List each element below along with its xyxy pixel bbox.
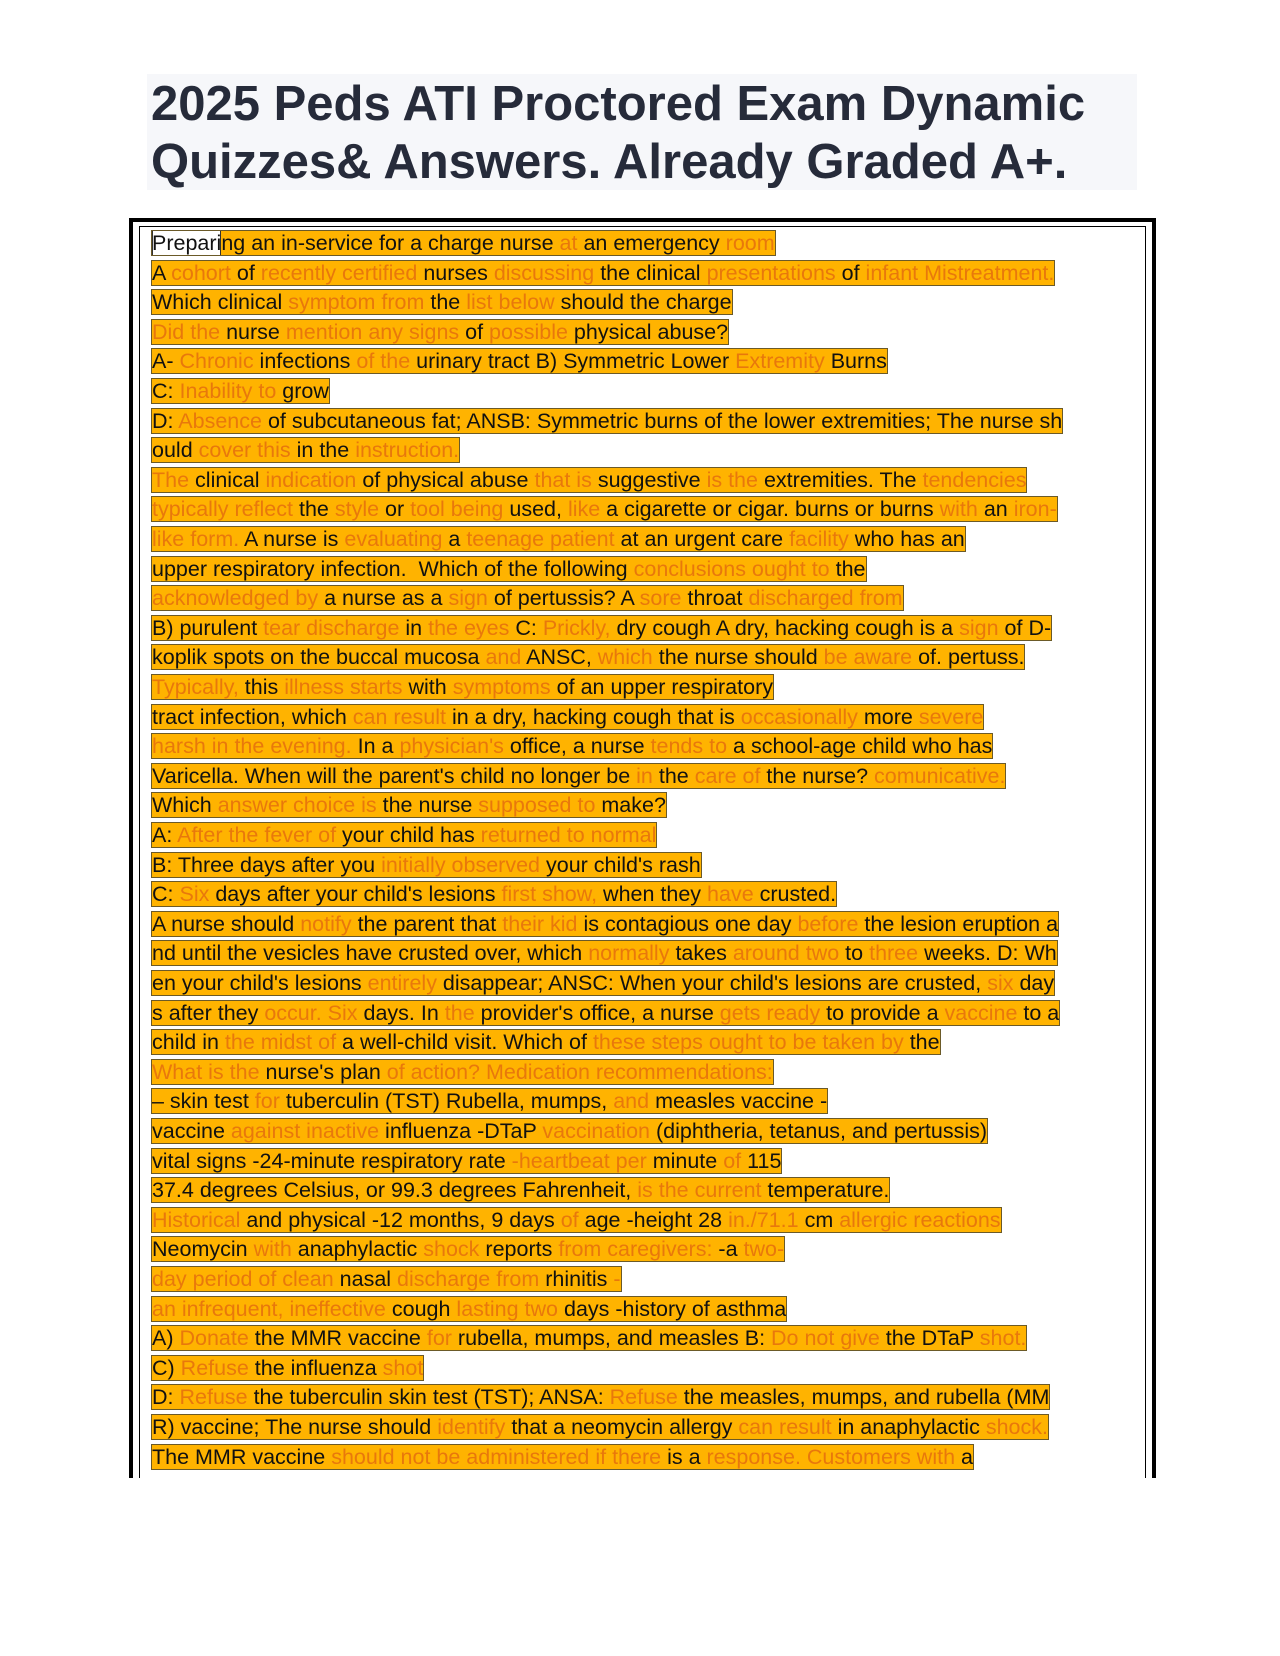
highlight-span-dark: tract infection, which (152, 704, 353, 729)
highlight-span-orange: After the fever of (177, 823, 337, 847)
highlight-span-dark: make? (595, 793, 666, 818)
highlight-span-dark: throat (681, 586, 749, 611)
text-line (151, 970, 1055, 996)
highlight-span-orange: -heartbeat per (511, 1148, 647, 1173)
highlight-span-dark: should the charge (554, 290, 732, 315)
highlight-span-orange: in./71.1 (728, 1207, 799, 1232)
highlight-span-orange: discharged from (748, 586, 903, 611)
highlight-span-orange: their kid (502, 911, 578, 936)
text-line (151, 1088, 828, 1114)
highlight-span-dark: of D- (998, 615, 1052, 640)
highlight-span-dark: C: (152, 882, 180, 907)
highlight-span-dark: the tuberculin skin test (TST); ANSA: (247, 1385, 610, 1410)
highlight-span-dark: the influenza (248, 1355, 383, 1380)
highlight-span-dark: A nurse should (152, 911, 301, 936)
highlight-span-dark: a nurse as a (318, 586, 449, 611)
highlight-span-orange: allergic reactions (839, 1207, 1001, 1232)
title-line-1: 2025 Peds ATI Proctored Exam Dynamic (151, 77, 1086, 131)
highlight-span-dark: minute (646, 1148, 724, 1173)
highlight-span-dark: the parent that (351, 911, 503, 936)
text-line (151, 644, 1025, 670)
highlight-span-orange: for (426, 1326, 452, 1351)
highlight-span-dark: dry cough A dry, hacking cough is a (610, 615, 960, 640)
highlight-span-dark: koplik spots on the buccal mucosa (152, 645, 486, 670)
highlight-span-orange: Inability to (179, 379, 277, 403)
highlight-span-orange: care of (694, 763, 761, 788)
text-line (151, 1444, 974, 1470)
highlight-span-orange: with (253, 1237, 292, 1262)
text-line (151, 1236, 785, 1262)
highlight-span-dark: Which (152, 793, 218, 818)
highlight-span-dark: ANSC, (521, 645, 598, 670)
highlight-span-dark: R) vaccine; The nurse should (152, 1415, 438, 1439)
highlight-span-dark: – skin test (152, 1089, 255, 1114)
highlight-span-dark: Varicella. When will the parent's child no longer be (152, 763, 637, 788)
highlight-span-orange: Absence (178, 408, 262, 433)
highlight-span-dark: influenza -DTaP (379, 1119, 543, 1143)
highlight-span-dark: the lesion eruption a (858, 911, 1059, 936)
highlight-span-orange: day period of clean (152, 1267, 334, 1291)
text-line (151, 704, 984, 730)
highlight-span-dark: the (829, 556, 866, 581)
highlight-span-dark: suggestive (591, 467, 707, 492)
highlight-span-dark: 115 (741, 1148, 782, 1173)
highlight-span-dark: who has an (848, 527, 965, 551)
highlight-span-orange: Six (179, 882, 210, 907)
highlight-span-dark: nurses (417, 260, 494, 285)
highlight-span-dark: the DTaP (879, 1326, 980, 1351)
highlight-span-orange: shot. (979, 1326, 1027, 1351)
highlight-span-orange: tends to (650, 734, 728, 759)
highlight-span-orange: cover this (198, 438, 291, 463)
highlight-span-orange: supposed to (478, 793, 596, 818)
highlight-span-orange: answer choice is (217, 793, 377, 818)
highlight-span-orange: shock (423, 1237, 480, 1262)
highlight-span-orange: Did the (152, 319, 221, 344)
highlight-span-dark: disappear; ANSC: When your child's lesions are crusted, (436, 971, 988, 995)
text-line (151, 585, 904, 611)
text-line (151, 556, 867, 582)
highlight-span-orange: around two (732, 941, 840, 966)
highlight-span-dark: The MMR vaccine (152, 1444, 332, 1469)
highlight-span-dark: more (857, 704, 919, 729)
highlight-span-orange: identify (437, 1415, 506, 1439)
highlight-span-dark: the MMR vaccine (248, 1326, 427, 1351)
highlight-span-orange: lasting two (456, 1296, 559, 1321)
highlight-span-dark: of (835, 260, 866, 285)
highlight-span-dark: that a neomycin allergy (505, 1415, 739, 1439)
highlight-span-orange: like form. (152, 527, 240, 551)
text-line (151, 467, 1027, 493)
highlight-span-dark: nurse (220, 319, 286, 344)
highlight-span-orange: and (485, 645, 522, 670)
highlight-span-dark: infections (253, 349, 357, 374)
text-line (151, 1118, 988, 1144)
text-line (151, 378, 330, 404)
highlight-span-dark: or (379, 497, 411, 522)
highlight-span-dark: A: (152, 823, 178, 847)
highlight-span-orange: of (723, 1148, 742, 1173)
text-line (151, 674, 774, 700)
text-line (151, 319, 729, 345)
text-line (151, 1266, 622, 1292)
highlight-span-dark: ng an in-service for a charge nurse (221, 231, 560, 255)
highlight-span-orange: occasionally (740, 704, 858, 729)
highlight-span-orange: Chronic (179, 349, 254, 374)
highlight-span-dark: takes (669, 941, 733, 966)
highlight-span-orange: Typically, (152, 675, 239, 699)
highlight-span-orange: returned to normal (480, 823, 657, 847)
highlight-span-orange: cohort (171, 260, 231, 285)
highlight-span-dark: is a (661, 1444, 707, 1469)
highlight-span-dark: the (424, 290, 467, 315)
highlight-span-orange: acknowledged by (152, 586, 319, 611)
highlight-span-dark: grow (276, 379, 329, 403)
highlight-span-orange: mention any signs (285, 319, 460, 344)
highlight-span-orange: The (152, 467, 190, 492)
highlight-span-dark: your child's rash (540, 852, 701, 877)
highlight-span-orange: tool being (410, 497, 504, 522)
highlight-span-dark: In a (351, 734, 400, 759)
highlight-span-orange: before (797, 911, 859, 936)
highlight-span-orange: have (707, 882, 754, 907)
highlight-span-orange: Donate (179, 1326, 249, 1351)
highlight-span-orange: Refuse (180, 1355, 249, 1380)
text-line (151, 1148, 782, 1174)
highlight-span-orange: vaccine (944, 1000, 1018, 1025)
highlight-span-dark: office, a nurse (503, 734, 651, 759)
highlight-span-dark: extremities. The (757, 467, 923, 492)
highlight-span-orange: tear discharge (263, 615, 400, 640)
title-line-2: Quizzes& Answers. Already Graded A+. (151, 135, 1068, 189)
highlight-span-orange: of the (356, 349, 411, 374)
highlight-span-dark: of (230, 260, 261, 285)
text-line (151, 792, 667, 818)
highlight-span-dark: Prepari (152, 231, 222, 255)
highlight-span-orange: the (444, 1000, 475, 1025)
highlight-span-dark: in the (290, 438, 356, 463)
highlight-span-dark: anaphylactic (291, 1237, 424, 1262)
highlight-span-dark: A (152, 260, 172, 285)
highlight-span-orange: is the current (637, 1178, 762, 1203)
highlight-span-orange: sore (639, 586, 682, 611)
text-line (151, 1207, 1002, 1233)
highlight-span-dark: child in (152, 1030, 225, 1055)
highlight-span-dark: 37.4 degrees Celsius, or 99.3 degrees Fahrenheit, (152, 1178, 638, 1203)
highlight-span-orange: of (560, 1207, 579, 1232)
highlight-span-dark: in (399, 615, 429, 640)
highlight-span-dark: Neomycin (152, 1237, 254, 1262)
highlight-span-orange: illness starts (284, 675, 403, 699)
highlight-span-orange: and (613, 1089, 650, 1114)
highlight-span-orange: Do not give (771, 1326, 880, 1351)
highlight-span-orange: six (987, 971, 1014, 995)
highlight-span-dark: of (459, 319, 490, 344)
highlight-span-orange: What is the (152, 1059, 260, 1084)
highlight-span-dark: rhinitis (539, 1267, 614, 1291)
highlight-span-orange: like (567, 497, 601, 522)
highlight-span-orange: for (254, 1089, 280, 1114)
highlight-span-dark: the measles, mumps, and rubella (MM (677, 1385, 1050, 1410)
highlight-span-orange: entirely (367, 971, 437, 995)
text-line (151, 1325, 1027, 1351)
highlight-span-dark: the clinical (594, 260, 707, 285)
highlight-span-orange: symptoms (452, 675, 551, 699)
highlight-span-orange: symptom from (288, 290, 425, 315)
highlight-span-dark: a well-child visit. Which of (336, 1030, 593, 1055)
highlight-span-orange: recently certified (260, 260, 418, 285)
highlight-span-orange: tendencies (922, 467, 1027, 492)
highlight-span-dark: urinary tract B) Symmetric Lower (410, 349, 736, 374)
highlight-span-dark: a (442, 527, 467, 551)
highlight-span-orange: can result (352, 704, 446, 729)
text-line (151, 1296, 787, 1322)
highlight-span-dark: Burns (824, 349, 887, 374)
highlight-span-dark: vaccine (152, 1119, 231, 1143)
highlight-span-dark: C) (152, 1355, 181, 1380)
highlight-span-orange: initially observed (381, 852, 541, 877)
highlight-span-orange: gets ready (719, 1000, 821, 1025)
highlight-span-dark: clinical (189, 467, 266, 492)
highlight-span-dark: the (293, 497, 335, 522)
highlight-span-orange: presentations (706, 260, 836, 285)
highlight-span-dark: days. In (357, 1000, 445, 1025)
highlight-span-dark: and physical -12 months, 9 days (240, 1207, 561, 1232)
text-line (151, 496, 1058, 522)
highlight-span-orange: an infrequent, ineffective (152, 1296, 386, 1321)
highlight-span-dark: in a dry, hacking cough that is (445, 704, 741, 729)
highlight-span-orange: evaluating (344, 527, 443, 551)
text-line (151, 1355, 424, 1381)
highlight-span-dark: days -history of asthma (558, 1296, 787, 1321)
highlight-span-orange: first show, (501, 882, 598, 907)
highlight-span-dark: of an upper respiratory (550, 675, 773, 699)
highlight-span-dark: of. pertuss. (912, 645, 1025, 670)
highlight-span-dark: reports (479, 1237, 559, 1262)
highlight-span-dark: physical abuse? (567, 319, 729, 344)
highlight-span-orange: typically reflect (152, 497, 293, 522)
highlight-span-orange: indication (265, 467, 357, 492)
highlight-span-orange: normally (588, 941, 670, 966)
highlight-span-dark: when they (597, 882, 708, 907)
text-line (151, 289, 733, 315)
highlight-span-orange: Extremity (735, 349, 825, 374)
highlight-span-orange: the midst of (224, 1030, 337, 1055)
highlight-span-dark: a cigarette or cigar. burns or burns (600, 497, 940, 522)
highlight-span-orange: Prickly, (542, 615, 611, 640)
highlight-span-orange: should not be administered if there (331, 1444, 662, 1469)
highlight-span-dark: used, (503, 497, 568, 522)
text-line (151, 1059, 774, 1085)
text-line (151, 230, 776, 256)
highlight-span-dark: day (1013, 971, 1055, 995)
highlight-span-dark: upper respiratory infection. Which of the following (152, 556, 634, 581)
highlight-span-orange: harsh in the evening. (152, 734, 352, 759)
text-line (151, 733, 993, 759)
highlight-span-dark: to provide a (820, 1000, 945, 1025)
highlight-span-orange: teenage patient (466, 527, 615, 551)
highlight-span-dark: nasal (333, 1267, 398, 1291)
highlight-span-dark: an (977, 497, 1014, 522)
highlight-span-orange: against inactive (230, 1119, 380, 1143)
highlight-span-dark: C: (152, 379, 180, 403)
highlight-span-orange: two- (743, 1237, 785, 1262)
highlight-span-dark: to a (1017, 1000, 1060, 1025)
highlight-span-orange: style (334, 497, 380, 522)
highlight-span-dark: temperature. (761, 1178, 890, 1203)
highlight-span-dark: tuberculin (TST) Rubella, mumps, (279, 1089, 614, 1114)
highlight-span-dark: days after your child's lesions (209, 882, 502, 907)
text-line (151, 852, 702, 878)
text-line (151, 408, 1063, 434)
text-line (151, 615, 1052, 641)
highlight-span-dark: in anaphylactic (831, 1415, 986, 1439)
text-line (151, 763, 1006, 789)
text-line (151, 526, 966, 552)
highlight-span-dark: s after they (152, 1000, 265, 1025)
highlight-span-dark: rubella, mumps, and measles B: (451, 1326, 772, 1351)
highlight-span-dark: your child has (336, 823, 481, 847)
highlight-span-orange: physician's (399, 734, 504, 759)
text-line (151, 348, 888, 374)
text-line (151, 1000, 1060, 1026)
highlight-span-orange: Historical (152, 1207, 241, 1232)
highlight-span-dark: the nurse should (652, 645, 824, 670)
text-line (151, 881, 837, 907)
highlight-span-dark: en your child's lesions (152, 971, 368, 995)
highlight-span-dark: a (955, 1444, 973, 1469)
highlight-span-dark: weeks. D: Wh (918, 941, 1057, 966)
highlight-span-dark: (diphtheria, tetanus, and pertussis) (650, 1119, 988, 1143)
highlight-span-orange: at (559, 231, 578, 255)
text-line (151, 822, 657, 848)
highlight-span-orange: instruction. (355, 438, 460, 463)
highlight-span-orange: vaccination (542, 1119, 650, 1143)
highlight-span-dark: A- (152, 349, 180, 374)
highlight-span-orange: shock. (985, 1415, 1048, 1439)
highlight-span-orange: conclusions ought to (633, 556, 830, 581)
highlight-span-orange: sign (448, 586, 488, 611)
highlight-span-orange: list below (466, 290, 555, 315)
highlight-span-dark: of subcutaneous fat; ANSB: Symmetric burns of the lower extremities; The nurse sh (261, 408, 1063, 433)
highlight-span-dark: to (839, 941, 870, 966)
highlight-span-orange: in (636, 763, 653, 788)
highlight-span-orange: notify (300, 911, 352, 936)
highlight-span-orange: shot (382, 1355, 424, 1380)
text-line (151, 1029, 941, 1055)
highlight-span-orange: response. Customers with (706, 1444, 956, 1469)
text-line (151, 1384, 1050, 1410)
highlight-span-dark: provider's office, a nurse (474, 1000, 720, 1025)
highlight-span-dark: B: Three days after you (152, 852, 382, 877)
highlight-span-orange: facility (789, 527, 849, 551)
highlight-span-dark: D: (152, 408, 179, 433)
highlight-span-orange: can result (738, 1415, 832, 1439)
highlight-span-dark: A nurse is (239, 527, 345, 551)
highlight-span-orange: with (939, 497, 978, 522)
highlight-span-dark: vital signs -24-minute respiratory rate (152, 1148, 512, 1173)
highlight-span-orange: discussing (493, 260, 595, 285)
highlight-span-dark: the nurse? (760, 763, 874, 788)
highlight-span-dark: of physical abuse (356, 467, 535, 492)
text-line (151, 1414, 1049, 1440)
highlight-span-dark: at an urgent care (614, 527, 790, 551)
highlight-span-orange: which (597, 645, 653, 670)
highlight-span-dark: a school-age child who has (727, 734, 993, 759)
highlight-span-orange: occur. Six (264, 1000, 358, 1025)
text-line (151, 911, 1059, 937)
highlight-span-orange: that is (534, 467, 592, 492)
highlight-span-dark: with (402, 675, 453, 699)
highlight-span-dark: ould (152, 438, 199, 463)
highlight-span-dark: Which clinical (152, 290, 289, 315)
text-line (151, 260, 1055, 286)
highlight-span-orange: infant Mistreatment. (865, 260, 1055, 285)
highlight-span-dark: C: (509, 615, 543, 640)
highlight-span-orange: be aware (823, 645, 913, 670)
highlight-span-dark: the nurse (376, 793, 479, 818)
highlight-span-orange: of action? Medication recommendations: (386, 1059, 773, 1084)
highlight-span-dark: is contagious one day (577, 911, 798, 936)
highlight-span-dark: nd until the vesicles have crusted over, which (152, 941, 589, 966)
highlight-span-dark: A) (152, 1326, 180, 1351)
highlight-span-orange: room (725, 231, 775, 255)
text-line (151, 940, 1058, 966)
highlight-span-dark: the (652, 763, 695, 788)
text-line (151, 1177, 890, 1203)
highlight-span-dark: B) purulent (152, 615, 264, 640)
highlight-span-orange: possible (489, 319, 568, 344)
highlight-span-dark: cough (385, 1296, 457, 1321)
highlight-span-orange: discharge from (397, 1267, 540, 1291)
document-title (147, 74, 1137, 190)
highlight-span-dark: nurse's plan (259, 1059, 387, 1084)
highlight-span-orange: comunicative. (874, 763, 1006, 788)
highlight-span-orange: three (869, 941, 919, 966)
text-line (151, 437, 460, 463)
highlight-span-dark: of pertussis? A (487, 586, 640, 611)
highlight-span-dark: age -height 28 (578, 1207, 729, 1232)
highlight-span-dark: cm (798, 1207, 840, 1232)
highlight-span-dark: D: (152, 1385, 180, 1410)
highlight-span-orange: these steps ought to be taken by (592, 1030, 904, 1055)
highlight-span-orange: the eyes (428, 615, 510, 640)
highlight-span-orange: is the (706, 467, 758, 492)
highlight-span-orange: Refuse (609, 1385, 678, 1410)
highlight-span-dark: the (903, 1030, 940, 1055)
highlight-span-orange: from caregivers: (558, 1237, 713, 1262)
highlight-span-orange: iron- (1013, 497, 1057, 522)
highlight-span-dark: -a (712, 1237, 744, 1262)
highlight-span-dark: measles vaccine - (649, 1089, 828, 1114)
highlight-span-orange: - (613, 1267, 621, 1291)
highlight-span-orange: Refuse (179, 1385, 248, 1410)
highlight-span-dark: this (238, 675, 285, 699)
highlight-span-orange: sign (959, 615, 999, 640)
highlight-span-dark: crusted. (753, 882, 837, 907)
highlight-span-orange: severe (918, 704, 984, 729)
highlight-span-dark: an emergency (577, 231, 726, 255)
